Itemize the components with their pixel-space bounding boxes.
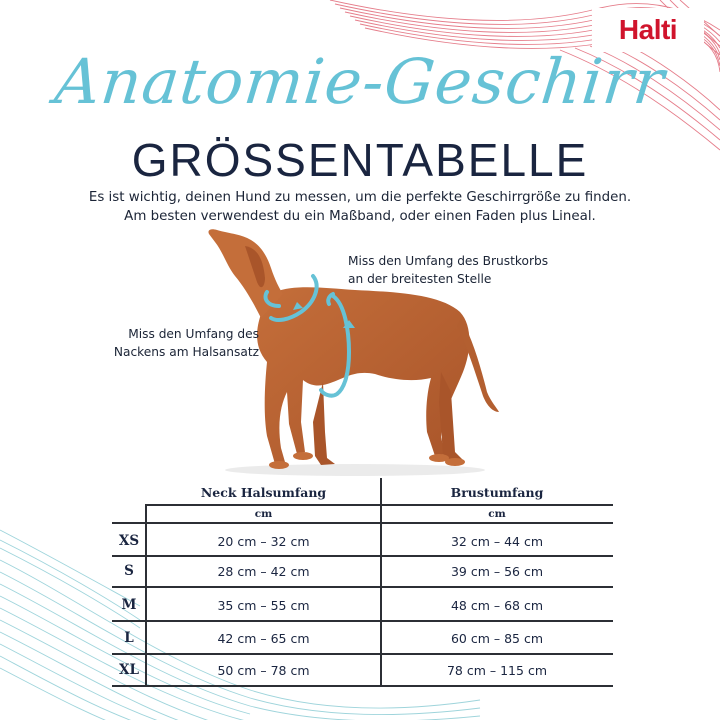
product-script-title: Anatomie-Geschirr [51, 45, 669, 118]
table-divider-left [145, 504, 147, 687]
size-label-xs: XS [118, 533, 140, 549]
neck-label-line-2: Nackens am Halsansatz [113, 345, 259, 359]
table-rule [112, 522, 613, 524]
unit-chest: cm [488, 508, 506, 520]
logo-text: Halti [618, 14, 678, 45]
column-header-chest: Brustumfang [450, 485, 544, 500]
chest-value-s: 39 cm – 56 cm [450, 564, 544, 579]
neck-value-l: 42 cm – 65 cm [217, 631, 310, 646]
table-rule [112, 653, 613, 655]
neck-value-xs: 20 cm – 32 cm [217, 534, 310, 549]
size-label-m: M [121, 597, 137, 613]
size-label-l: L [124, 630, 134, 646]
neck-label-line-1: Miss den Umfang des [128, 327, 259, 341]
chest-value-xs: 32 cm – 44 cm [450, 534, 544, 549]
neck-value-m: 35 cm – 55 cm [217, 598, 310, 613]
unit-neck: cm [254, 508, 273, 520]
intro-line-2: Am besten verwendest du ein Maßband, oder einen Faden plus Lineal. [124, 209, 596, 224]
column-header-neck: Neck Halsumfang [200, 485, 327, 500]
table-rule [112, 685, 613, 687]
table-divider-middle [380, 478, 382, 687]
neck-value-s: 28 cm – 42 cm [217, 564, 310, 579]
page-title: GRÖSSENTABELLE [131, 134, 589, 186]
table-rule [112, 555, 613, 557]
size-label-xl: XL [119, 662, 139, 678]
neck-value-xl: 50 cm – 78 cm [217, 663, 310, 678]
chest-label-line-1: Miss den Umfang des Brustkorbs [348, 254, 549, 268]
table-rule [112, 586, 613, 588]
chest-value-xl: 78 cm – 115 cm [446, 663, 547, 678]
chest-label-line-2: an der breitesten Stelle [348, 272, 492, 286]
chest-value-m: 48 cm – 68 cm [450, 598, 544, 613]
table-rule [112, 620, 613, 622]
intro-line-1: Es ist wichtig, deinen Hund zu messen, um die perfekte Geschirrgröße zu finden. [88, 190, 632, 205]
size-label-s: S [124, 563, 134, 579]
chest-value-l: 60 cm – 85 cm [450, 631, 544, 646]
